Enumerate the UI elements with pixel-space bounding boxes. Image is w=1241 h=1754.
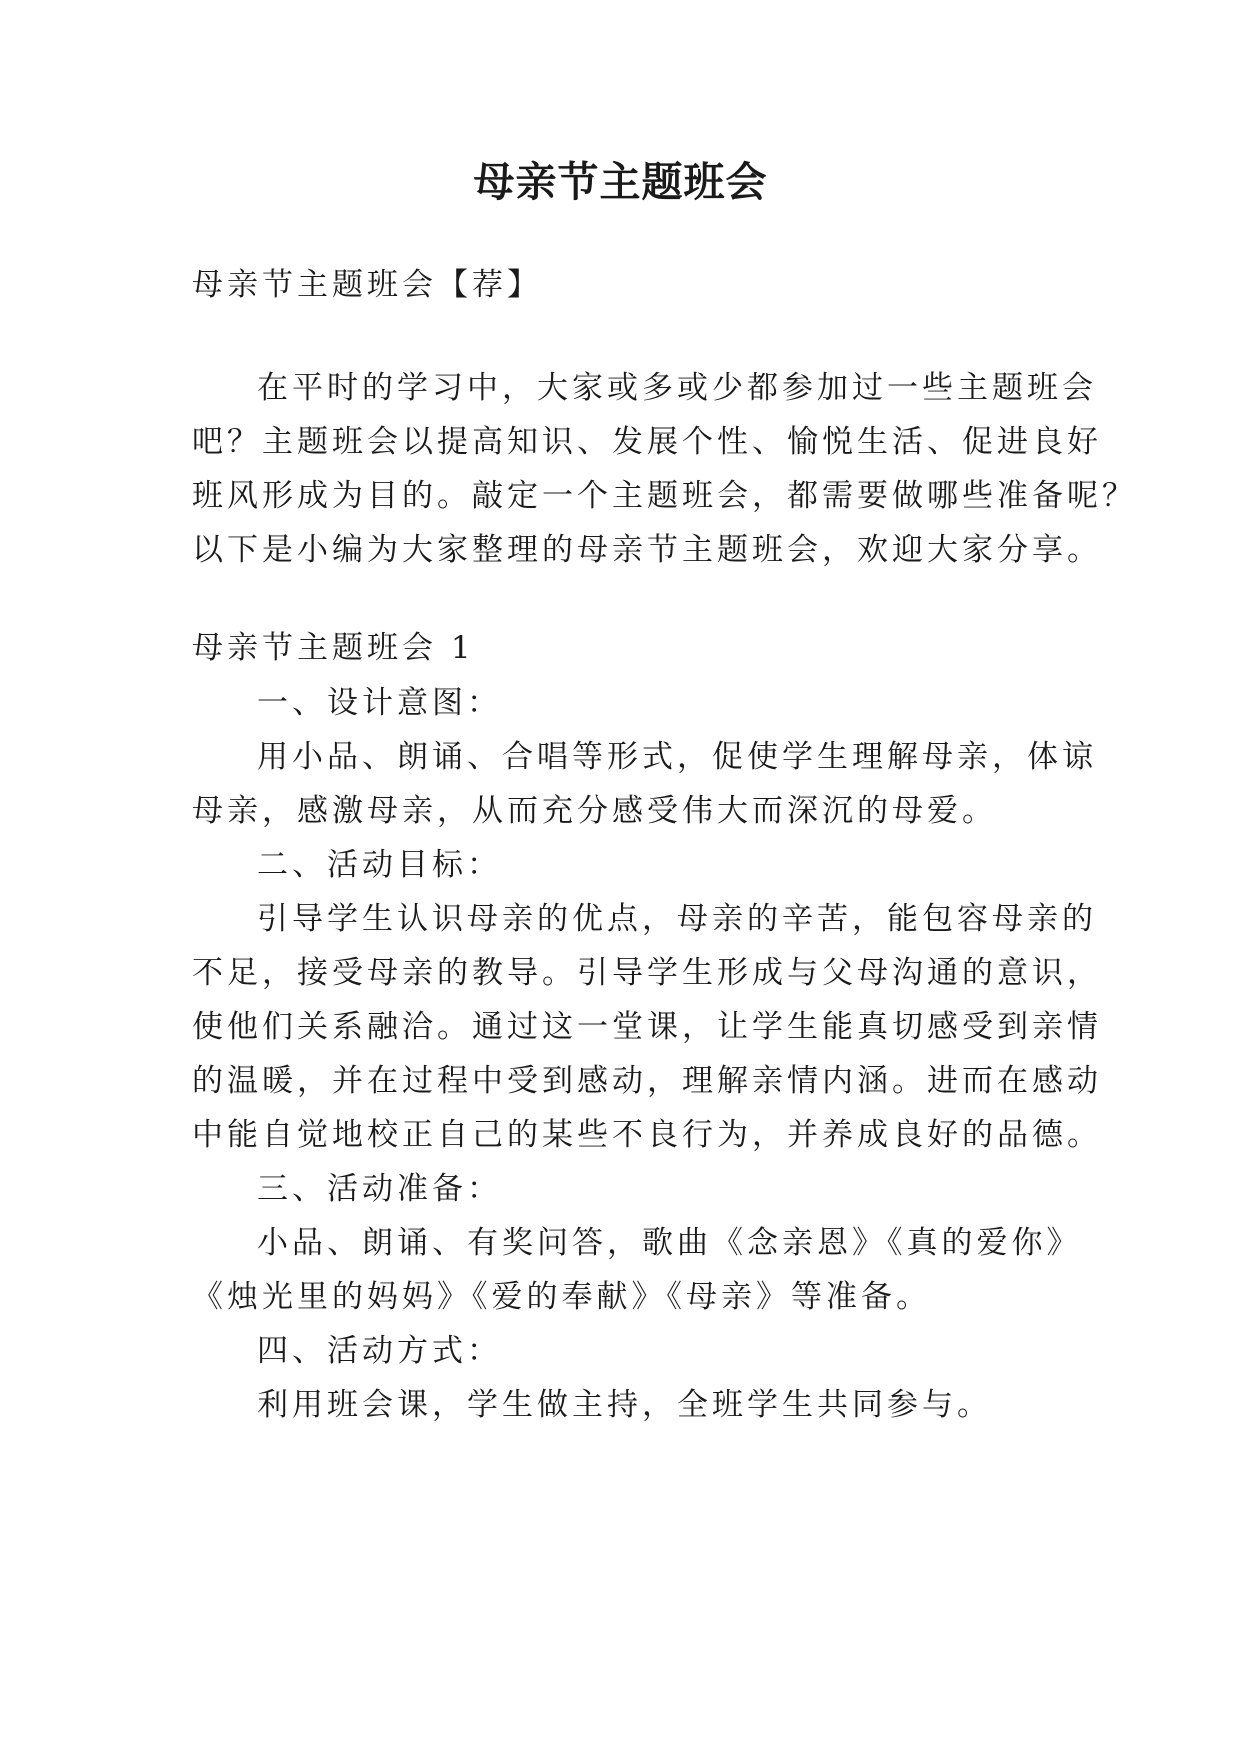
paragraph-line: 中能自觉地校正自己的某些不良行为，并养成良好的品德。 [192, 1117, 1102, 1153]
section-heading: 母亲节主题班会 1 [192, 630, 475, 666]
paragraph-line: 用小品、朗诵、合唱等形式，促使学生理解母亲，体谅 [257, 739, 1097, 775]
paragraph-line: 母亲，感激母亲，从而充分感受伟大而深沉的母爱。 [192, 793, 997, 829]
part-heading: 四、活动方式： [257, 1333, 502, 1369]
document-subtitle: 母亲节主题班会【荐】 [192, 267, 542, 303]
part-heading: 一、设计意图： [257, 685, 502, 721]
paragraph-line: 不足，接受母亲的教导。引导学生形成与父母沟通的意识， [192, 955, 1102, 991]
paragraph-line: 小品、朗诵、有奖问答，歌曲《念亲恩》《真的爱你》 [257, 1225, 1082, 1261]
paragraph-line: 使他们关系融洽。通过这一堂课，让学生能真切感受到亲情 [192, 1009, 1102, 1045]
part-heading: 二、活动目标： [257, 847, 502, 883]
intro-line: 以下是小编为大家整理的母亲节主题班会，欢迎大家分享。 [192, 532, 1102, 568]
intro-line: 班风形成为目的。敲定一个主题班会，都需要做哪些准备呢？ [192, 478, 1137, 514]
paragraph-line: 利用班会课，学生做主持，全班学生共同参与。 [257, 1387, 992, 1423]
part-heading: 三、活动准备： [257, 1171, 502, 1207]
intro-line: 吧？主题班会以提高知识、发展个性、愉悦生活、促进良好 [192, 424, 1102, 460]
paragraph-line: 引导学生认识母亲的优点，母亲的辛苦，能包容母亲的 [257, 901, 1097, 937]
document-title: 母亲节主题班会 [473, 158, 768, 206]
paragraph-line: 的温暖，并在过程中受到感动，理解亲情内涵。进而在感动 [192, 1063, 1102, 1099]
paragraph-line: 《烛光里的妈妈》《爱的奉献》《母亲》等准备。 [192, 1279, 931, 1315]
intro-line: 在平时的学习中，大家或多或少都参加过一些主题班会 [257, 370, 1097, 406]
